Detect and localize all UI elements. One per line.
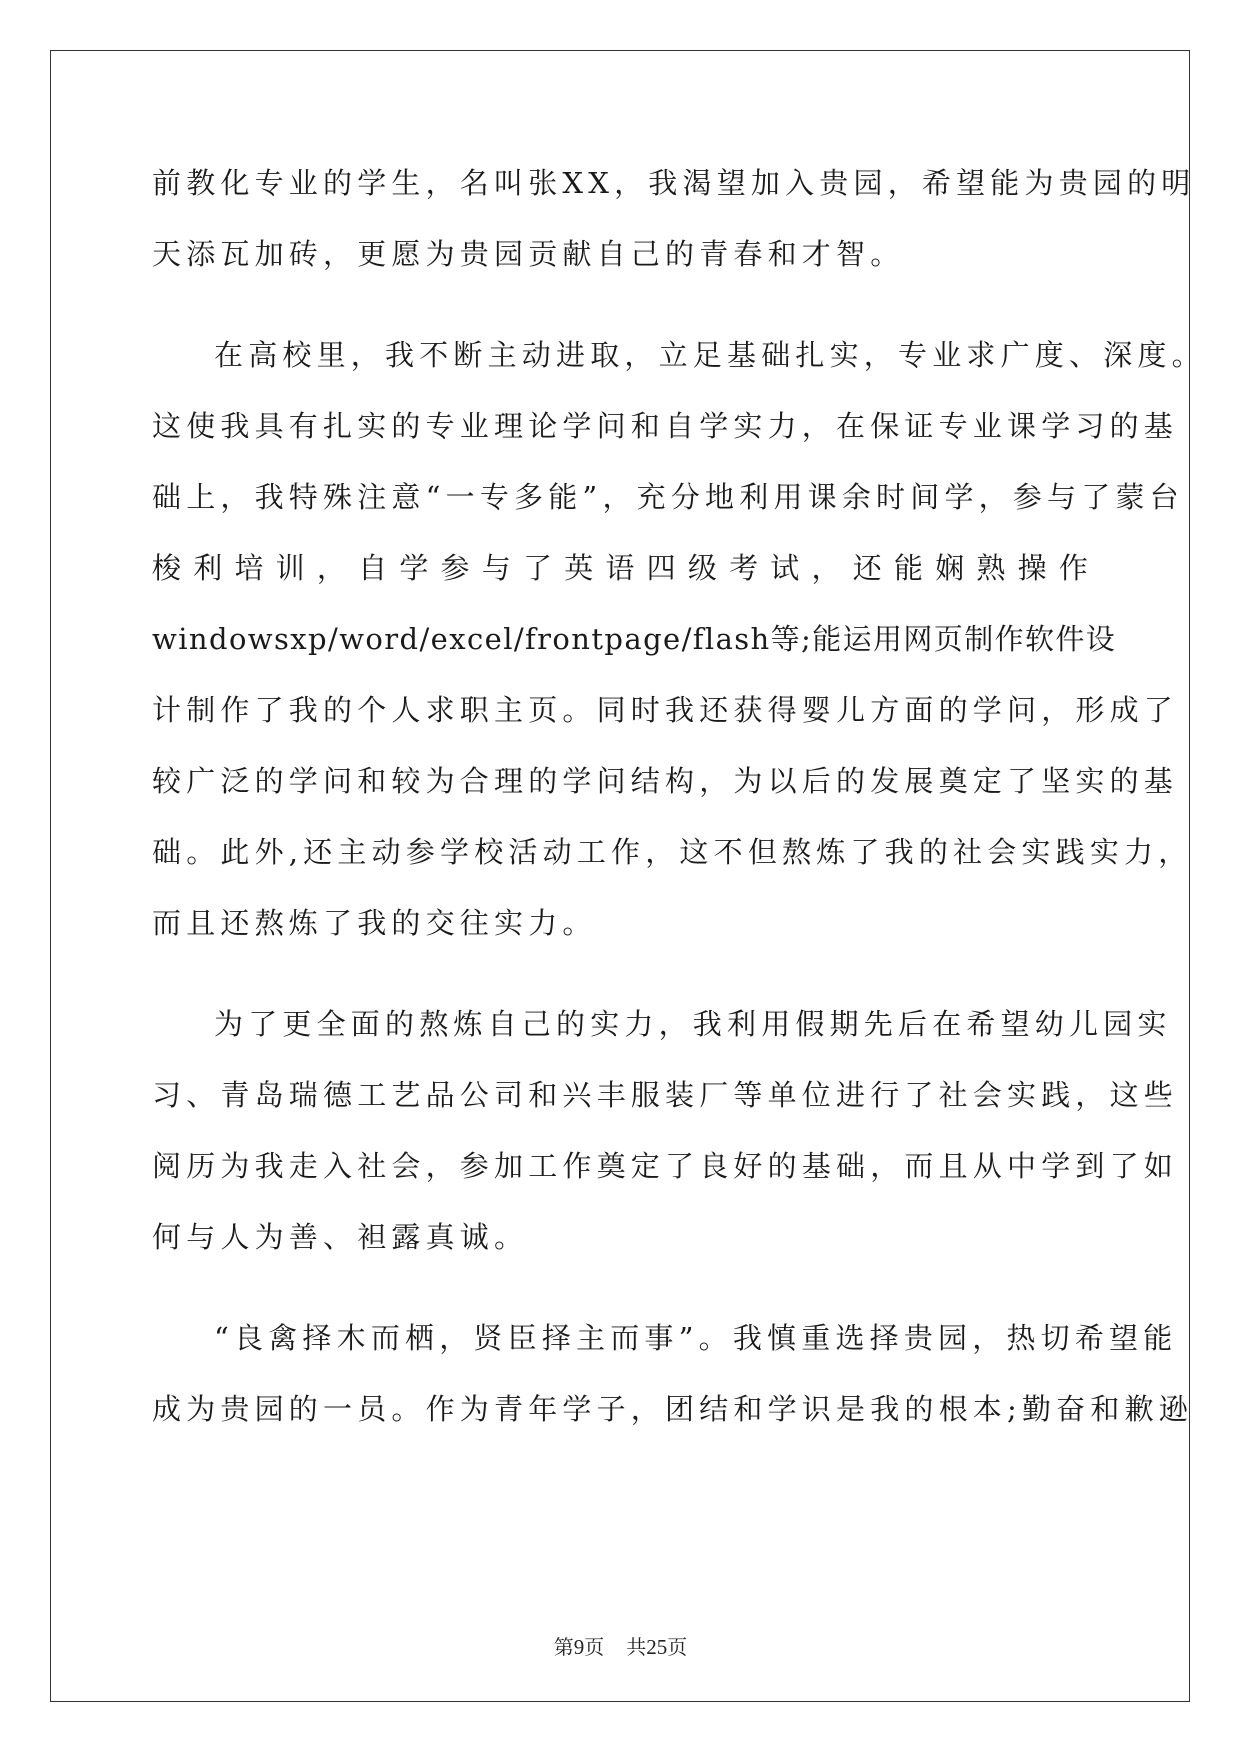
paragraph-start-line: 在高校里，我不断主动进取，立足基础扎实，专业求广度、深度。 [214,338,1206,372]
justified-text-line: 梭 利 培 训 ， 自 学 参 与 了 英 语 四 级 考 试 ， 还 能 娴 熟 操 作 [152,551,1088,585]
total-suffix: 页 [667,1635,688,1659]
text-line: windowsxp/word/excel/frontpage/flash等;能运用网页制作软件设 [152,622,1117,656]
text-line: 计制作了我的个人求职主页。同时我还获得婴儿方面的学问，形成了 [152,693,1179,727]
text-line: 何与人为善、袒露真诚。 [152,1220,529,1254]
page-number: 9 [573,1635,585,1659]
text-line: 阅历为我走入社会，参加工作奠定了良好的基础，而且从中学到了如 [152,1149,1179,1183]
total-prefix: 共 [626,1635,647,1659]
text-line: 础上，我特殊注意“一专多能”，充分地利用课余时间学，参与了蒙台 [152,480,1184,514]
text-line: 天添瓦加砖，更愿为贵园贡献自己的青春和才智。 [152,237,905,271]
text-line: 较广泛的学问和较为合理的学问结构，为以后的发展奠定了坚实的基 [152,764,1179,798]
paragraph-start-line: “良禽择木而栖，贤臣择主而事”。我慎重选择贵园，热切希望能 [214,1321,1178,1355]
page-prefix: 第 [553,1635,574,1659]
text-line: 这使我具有扎实的专业理论学问和自学实力，在保证专业课学习的基 [152,409,1179,443]
page-footer [0,1631,1241,1660]
text-line: 习、青岛瑞德工艺品公司和兴丰服装厂等单位进行了社会实践，这些 [152,1078,1179,1112]
total-pages: 25 [646,1635,668,1659]
text-line: 而且还熬炼了我的交往实力。 [152,906,597,940]
page-suffix: 页 [584,1635,605,1659]
text-line: 前教化专业的学生，名叫张XX，我渴望加入贵园，希望能为贵园的明 [152,166,1196,200]
paragraph-start-line: 为了更全面的熬炼自己的实力，我利用假期先后在希望幼儿园实 [214,1007,1172,1041]
text-line: 础。此外,还主动参学校活动工作，这不但熬炼了我的社会实践实力， [152,835,1193,869]
text-line: 成为贵园的一员。作为青年学子，团结和学识是我的根本;勤奋和歉逊 [152,1392,1193,1426]
page-border [50,50,1193,1702]
